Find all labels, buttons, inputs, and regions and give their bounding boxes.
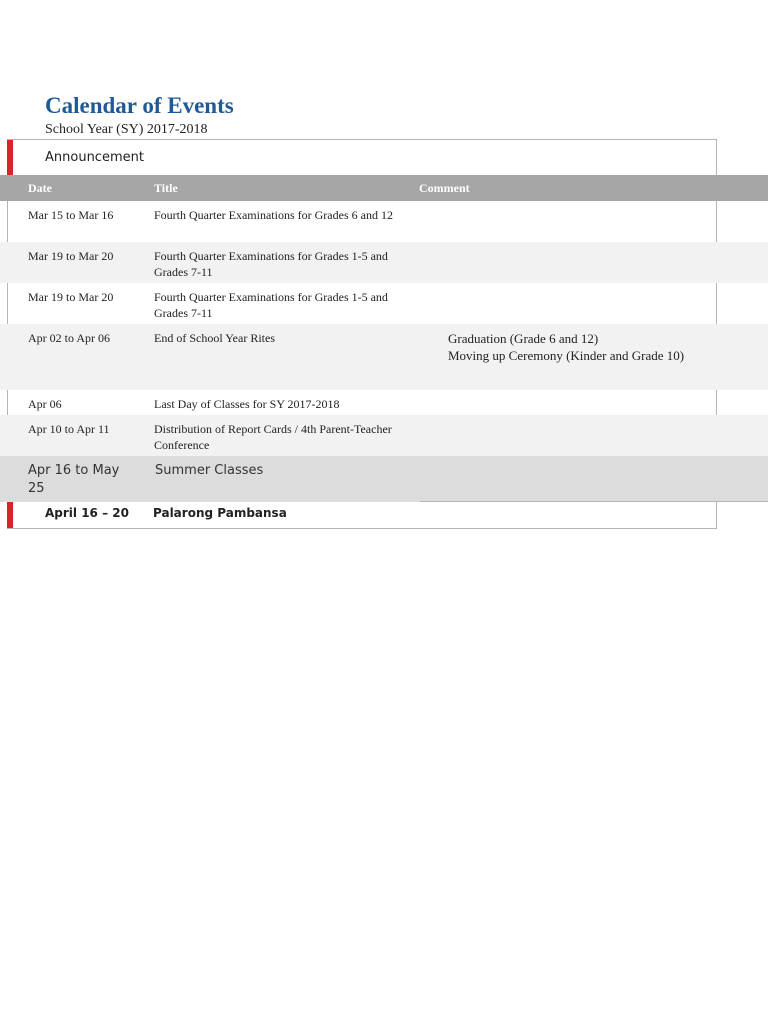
event-accent-bar bbox=[7, 502, 13, 528]
row-title: Fourth Quarter Examinations for Grades 1-5 and Grades 7-11 bbox=[154, 290, 388, 320]
table-row bbox=[0, 242, 768, 283]
table-row bbox=[0, 283, 768, 324]
extra-event-title: Palarong Pambansa bbox=[153, 506, 287, 520]
column-header-comment: Comment bbox=[419, 181, 470, 195]
column-header-date: Date bbox=[28, 181, 52, 195]
row-date: Apr 16 to May 25 bbox=[28, 463, 120, 496]
row-title: Last Day of Classes for SY 2017-2018 bbox=[154, 397, 340, 411]
row-title: Summer Classes bbox=[155, 463, 264, 478]
page-title: Calendar of Events bbox=[45, 93, 234, 118]
row-title: End of School Year Rites bbox=[154, 331, 275, 345]
row-date: Mar 19 to Mar 20 bbox=[28, 249, 114, 263]
events-table bbox=[0, 175, 768, 456]
row-date: Apr 06 bbox=[28, 397, 62, 411]
announcement-label: Announcement bbox=[45, 150, 144, 165]
row-comment bbox=[448, 330, 748, 364]
extra-event-date: April 16 – 20 bbox=[45, 506, 129, 520]
table-row bbox=[0, 456, 768, 502]
row-date: Apr 02 to Apr 06 bbox=[28, 331, 110, 345]
row-title: Distribution of Report Cards / 4th Parent-Teacher Conference bbox=[154, 422, 392, 452]
row-date: Apr 10 to Apr 11 bbox=[28, 422, 110, 436]
row-comment-line: Moving up Ceremony (Kinder and Grade 10) bbox=[448, 348, 685, 363]
page-subtitle: School Year (SY) 2017-2018 bbox=[45, 122, 208, 137]
column-header-title: Title bbox=[154, 181, 178, 195]
table-row bbox=[0, 324, 768, 390]
table-row bbox=[0, 415, 768, 456]
table-header-row bbox=[0, 175, 768, 201]
table-row bbox=[0, 390, 768, 415]
row-title: Fourth Quarter Examinations for Grades 1-5 and Grades 7-11 bbox=[154, 249, 388, 279]
row-background bbox=[420, 456, 768, 502]
announcement-accent-bar bbox=[7, 140, 13, 176]
table-row bbox=[0, 201, 768, 242]
row-date: Mar 15 to Mar 16 bbox=[28, 208, 114, 222]
row-date: Mar 19 to Mar 20 bbox=[28, 290, 114, 304]
row-title: Fourth Quarter Examinations for Grades 6 and 12 bbox=[154, 208, 393, 222]
row-comment-line: Graduation (Grade 6 and 12) bbox=[448, 331, 599, 346]
